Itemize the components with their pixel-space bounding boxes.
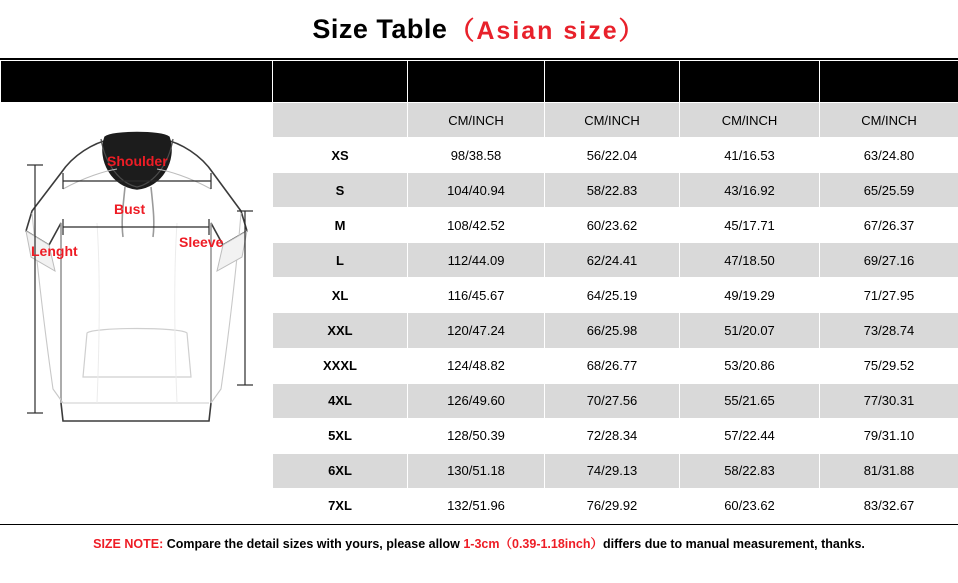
title-accent-text: （Asian size） bbox=[449, 11, 645, 47]
cell-bust: 112/44.09 bbox=[408, 243, 545, 278]
title-main-text: Size Table bbox=[312, 14, 447, 45]
table-unit-row bbox=[1, 103, 958, 138]
size-table bbox=[0, 60, 958, 524]
cell-shoulder: 58/22.83 bbox=[680, 453, 820, 488]
cell-length: 81/31.88 bbox=[820, 453, 958, 488]
cell-sleeve: 62/24.41 bbox=[545, 243, 680, 278]
hoodie-illustration bbox=[1, 103, 273, 523]
cell-sleeve: 76/29.92 bbox=[545, 488, 680, 523]
cell-size: 5XL bbox=[273, 418, 408, 453]
unit-cell-length: CM/INCH bbox=[820, 103, 958, 138]
label-bust: Bust bbox=[114, 201, 145, 217]
size-note-prefix: SIZE NOTE: bbox=[93, 537, 163, 551]
cell-size: 6XL bbox=[273, 453, 408, 488]
cell-size: XXL bbox=[273, 313, 408, 348]
column-header-bust: BUST bbox=[408, 61, 545, 103]
cell-length: 75/29.52 bbox=[820, 348, 958, 383]
cell-size: XS bbox=[273, 138, 408, 173]
cell-length: 71/27.95 bbox=[820, 278, 958, 313]
cell-size: XXXL bbox=[273, 348, 408, 383]
cell-shoulder: 41/16.53 bbox=[680, 138, 820, 173]
cell-size: XL bbox=[273, 278, 408, 313]
cell-size: S bbox=[273, 173, 408, 208]
unit-cell-sleeve: CM/INCH bbox=[545, 103, 680, 138]
cell-length: 73/28.74 bbox=[820, 313, 958, 348]
cell-sleeve: 72/28.34 bbox=[545, 418, 680, 453]
cell-bust: 116/45.67 bbox=[408, 278, 545, 313]
unit-cell-shoulder: CM/INCH bbox=[680, 103, 820, 138]
size-note-highlight: 1-3cm（0.39-1.18inch） bbox=[463, 537, 603, 551]
cell-size: M bbox=[273, 208, 408, 243]
cell-bust: 104/40.94 bbox=[408, 173, 545, 208]
cell-sleeve: 74/29.13 bbox=[545, 453, 680, 488]
cell-size: 7XL bbox=[273, 488, 408, 523]
cell-bust: 130/51.18 bbox=[408, 453, 545, 488]
page-title bbox=[0, 0, 958, 60]
cell-shoulder: 57/22.44 bbox=[680, 418, 820, 453]
cell-bust: 132/51.96 bbox=[408, 488, 545, 523]
cell-shoulder: 43/16.92 bbox=[680, 173, 820, 208]
cell-sleeve: 60/23.62 bbox=[545, 208, 680, 243]
column-header-shoulder: SHOULDER bbox=[680, 61, 820, 103]
cell-shoulder: 45/17.71 bbox=[680, 208, 820, 243]
hoodie-illustration-cell bbox=[1, 103, 273, 524]
unit-cell-size bbox=[273, 103, 408, 138]
cell-sleeve: 64/25.19 bbox=[545, 278, 680, 313]
cell-sleeve: 70/27.56 bbox=[545, 383, 680, 418]
size-note bbox=[0, 524, 958, 561]
size-note-text-before: Compare the detail sizes with yours, please allow bbox=[163, 537, 463, 551]
cell-shoulder: 55/21.65 bbox=[680, 383, 820, 418]
cell-sleeve: 58/22.83 bbox=[545, 173, 680, 208]
label-shoulder: Shoulder bbox=[107, 153, 168, 169]
table-header-row bbox=[1, 61, 958, 103]
bottom-spacer bbox=[0, 561, 958, 583]
cell-bust: 128/50.39 bbox=[408, 418, 545, 453]
cell-bust: 98/38.58 bbox=[408, 138, 545, 173]
cell-length: 67/26.37 bbox=[820, 208, 958, 243]
cell-length: 83/32.67 bbox=[820, 488, 958, 523]
cell-sleeve: 68/26.77 bbox=[545, 348, 680, 383]
cell-shoulder: 60/23.62 bbox=[680, 488, 820, 523]
cell-size: 4XL bbox=[273, 383, 408, 418]
unit-cell-bust: CM/INCH bbox=[408, 103, 545, 138]
cell-length: 65/25.59 bbox=[820, 173, 958, 208]
cell-shoulder: 47/18.50 bbox=[680, 243, 820, 278]
cell-length: 77/30.31 bbox=[820, 383, 958, 418]
label-length: Lenght bbox=[31, 243, 78, 259]
column-header-length: LENGTH bbox=[820, 61, 958, 103]
cell-shoulder: 53/20.86 bbox=[680, 348, 820, 383]
cell-length: 79/31.10 bbox=[820, 418, 958, 453]
size-note-text-after: differs due to manual measurement, thanks. bbox=[603, 537, 865, 551]
cell-bust: 126/49.60 bbox=[408, 383, 545, 418]
label-sleeve: Sleeve bbox=[179, 234, 223, 250]
cell-bust: 108/42.52 bbox=[408, 208, 545, 243]
cell-length: 63/24.80 bbox=[820, 138, 958, 173]
cell-sleeve: 66/25.98 bbox=[545, 313, 680, 348]
cell-bust: 120/47.24 bbox=[408, 313, 545, 348]
column-header-plan: PLAN bbox=[1, 61, 273, 103]
cell-size: L bbox=[273, 243, 408, 278]
size-note-line bbox=[93, 534, 865, 552]
cell-shoulder: 51/20.07 bbox=[680, 313, 820, 348]
cell-bust: 124/48.82 bbox=[408, 348, 545, 383]
column-header-sleeve: SLEEVE bbox=[545, 61, 680, 103]
cell-length: 69/27.16 bbox=[820, 243, 958, 278]
cell-sleeve: 56/22.04 bbox=[545, 138, 680, 173]
column-header-size: SIZE bbox=[273, 61, 408, 103]
cell-shoulder: 49/19.29 bbox=[680, 278, 820, 313]
